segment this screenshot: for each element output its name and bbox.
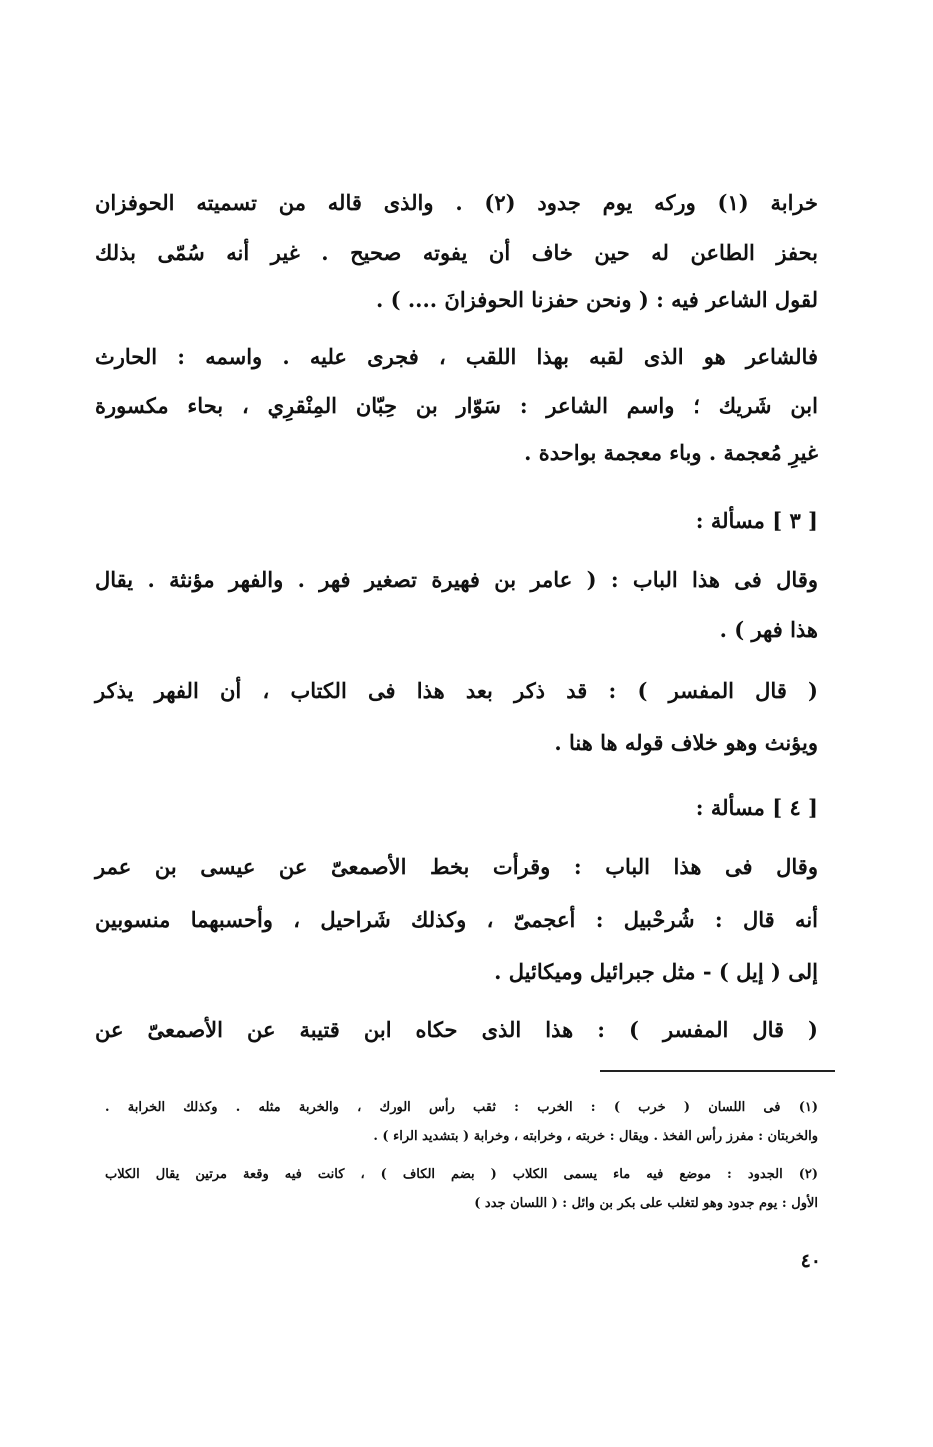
text-line-6: غيرِ مُعجمة . وباء معجمة بواحدة . <box>524 440 818 465</box>
text-line-3: لقول الشاعر فيه : ( ونحن حفزنا الحوفزانَ .... ) . <box>375 287 818 312</box>
footnote-2-line-1: (٢) الجدود : موضع فيه ماء يسمى الكلاب ( بضم الكاف ) ، كانت فيه وقعة مرتين يقال الكلاب <box>105 1167 818 1182</box>
footnote-1-line-2: والخربتان : مفرز رأس الفخذ . ويقال : خربته ، وخرابته ، وخرابة ( بتشديد الراء ) . <box>373 1129 818 1144</box>
text-line-13: وقال فى هذا الباب : وقرأت بخط الأصمعىّ عن عيسى بن عمر <box>95 854 818 879</box>
text-line-14: أنه قال : شُرحْبيل : أعجمىّ ، وكذلك شَراحيل ، وأحسبهما منسوبين <box>95 907 818 932</box>
text-line-11: ويؤنث وهو خلاف قوله ها هنا . <box>554 730 818 755</box>
footnote-1-line-1: (١) فى اللسان ( خرب ) : الخرب : ثقب رأس الورك ، والخربة مثله . وكذلك الخرابة . <box>105 1100 818 1115</box>
text-line-4: فالشاعر هو الذى لقبه بهذا اللقب ، فجرى عليه . واسمه : الحارث <box>95 344 818 369</box>
section-heading-4: [ ٤ ] مسألة : <box>695 795 818 820</box>
text-line-5: ابن شَريك ؛ واسم الشاعر : سَوّار بن حِبّان المِنْقرِي ، بحاء مكسورة <box>95 393 818 418</box>
text-line-16: ( قال المفسر ) : هذا الذى حكاه ابن قتيبة عن الأصمعىّ عن <box>95 1017 818 1042</box>
text-line-10: ( قال المفسر ) : قد ذكر بعد هذا فى الكتاب ، أن الفهر يذكر <box>95 678 818 703</box>
footnote-2-line-2: الأول : يوم جدود وهو لتغلب على بكر بن وائل : ( اللسان جدد ) <box>474 1196 818 1211</box>
text-line-2: بحفز الطاعن له حين خاف أن يفوته صحيح . غير أنه سُمّى بذلك <box>95 240 818 265</box>
text-line-9: هذا فهر ) . <box>719 617 818 642</box>
text-line-1: خرابة (١) وركه يوم جدود (٢) . والذى قاله من تسميته الحوفزان <box>95 190 818 215</box>
text-line-15: إلى ( إيل ) - مثل جبرائيل وميكائيل . <box>494 959 818 984</box>
footnote-divider <box>600 1070 835 1072</box>
text-line-8: وقال فى هذا الباب : ( عامر بن فهيرة تصغير فهر . والفهر مؤنثة . يقال <box>95 567 818 592</box>
section-heading-3: [ ٣ ] مسألة : <box>695 508 818 533</box>
page-number: ٤٠ <box>800 1250 821 1272</box>
